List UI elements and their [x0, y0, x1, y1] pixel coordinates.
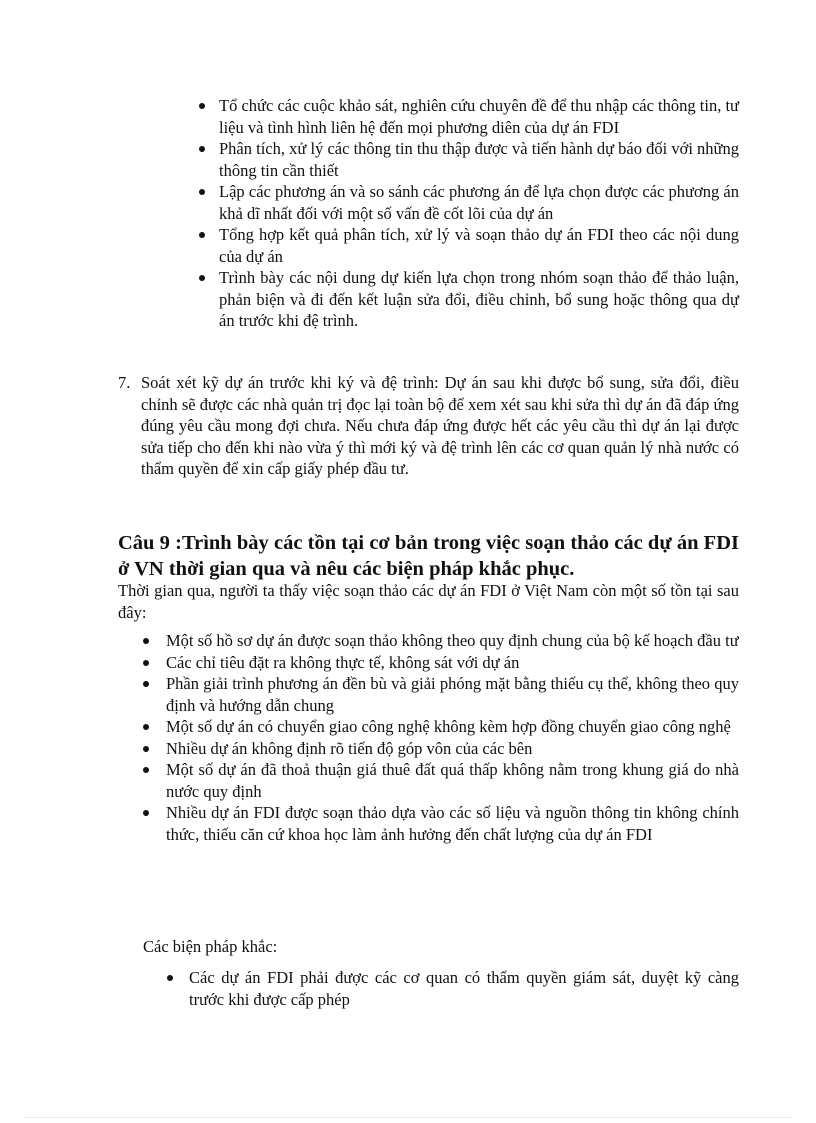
list-item: Tổng hợp kết quả phân tích, xử lý và soạn thảo dự án FDI theo các nội dung của dự án: [196, 224, 739, 267]
list-item: Nhiều dự án không định rõ tiến độ góp vôn của các bên: [143, 738, 739, 760]
bullet-icon: [143, 638, 149, 644]
question-heading: Câu 9 :Trình bày các tồn tại cơ bản trong việc soạn thảo các dự án FDI ở VN thời gian qua và nêu các biện pháp khắc phục.: [118, 532, 739, 580]
intro-paragraph: Thời gian qua, người ta thấy việc soạn thảo các dự án FDI ở Việt Nam còn một số tồn tại sau đây:: [118, 581, 739, 622]
bullet-icon: [199, 189, 205, 195]
bullet-icon: [199, 232, 205, 238]
list-item: Trình bày các nội dung dự kiến lựa chọn trong nhóm soạn thảo để thảo luận, phản biện và đi đến kết luận sửa đổi, điều chỉnh, bổ sung hoặc thông qua dự án trước khi đệ trình.: [196, 267, 739, 332]
bullet-icon: [143, 660, 149, 666]
measures-list: [166, 967, 739, 1010]
item-number: 7.: [118, 373, 131, 392]
list-item: Lập các phương án và so sánh các phương án để lựa chọn được các phương án khả dĩ nhất đối với một số vấn đề cốt lõi của dự án: [196, 181, 739, 224]
list-item: Một số hồ sơ dự án được soạn thảo không theo quy định chung của bộ kế hoạch đầu tư: [143, 630, 739, 652]
bullet-icon: [199, 275, 205, 281]
list-item: Các dự án FDI phải được các cơ quan có thẩm quyền giám sát, duyệt kỹ càng trước khi được cấp phép: [166, 967, 739, 1010]
list-item: Tổ chức các cuộc khảo sát, nghiên cứu chuyên đề để thu nhập các thông tin, tư liệu và tình hình liên hệ đến mọi phương diên của dự án FDI: [196, 95, 739, 138]
list-item: Phân tích, xử lý các thông tin thu thập được và tiến hành dự báo đối với những thông tin cần thiết: [196, 138, 739, 181]
numbered-item-7: [118, 372, 739, 480]
list-item: Nhiều dự án FDI được soạn thảo dựa vào các số liệu và nguồn thông tin không chính thức, thiếu căn cứ khoa học làm ảnh hưởng đến chất lượng của dự án FDI: [143, 802, 739, 845]
item-text: Soát xét kỹ dự án trước khi ký và đệ trình: Dự án sau khi được bổ sung, sửa đổi, điều chỉnh sẽ được các nhà quản trị đọc lại toàn bộ để xem xét sau khi sửa thì dự án đã đáp ứng đúng yêu cầu mong đợi chưa. Nếu chưa đáp ứng được hết các yêu cầu thì dự án lại được sửa tiếp cho đến khi nào vừa ý thì mới ký và đệ trình lên các cơ quan quản lý nhà nước có thẩm quyền để xin cấp giấy phép đầu tư.: [141, 373, 739, 478]
bullet-icon: [167, 975, 173, 981]
bullet-icon: [143, 810, 149, 816]
bullet-icon: [143, 767, 149, 773]
issues-list: [143, 630, 739, 845]
bullet-icon: [143, 724, 149, 730]
bullet-icon: [143, 681, 149, 687]
task-list: [196, 95, 739, 332]
measures-label: Các biện pháp khắc:: [143, 937, 278, 956]
bullet-icon: [199, 146, 205, 152]
bullet-icon: [143, 746, 149, 752]
list-item: Một số dự án có chuyển giao công nghệ không kèm hợp đồng chuyển giao công nghệ: [143, 716, 739, 738]
list-item: Các chỉ tiêu đặt ra không thực tế, không sát với dự án: [143, 652, 739, 674]
bullet-icon: [199, 103, 205, 109]
list-item: Một số dự án đã thoả thuận giá thuê đất quá thấp không nằm trong khung giá do nhà nước quy định: [143, 759, 739, 802]
page-divider: [25, 1117, 791, 1118]
list-item: Phần giải trình phương án đền bù và giải phóng mặt bằng thiếu cụ thể, không theo quy định và hướng dẫn chung: [143, 673, 739, 716]
